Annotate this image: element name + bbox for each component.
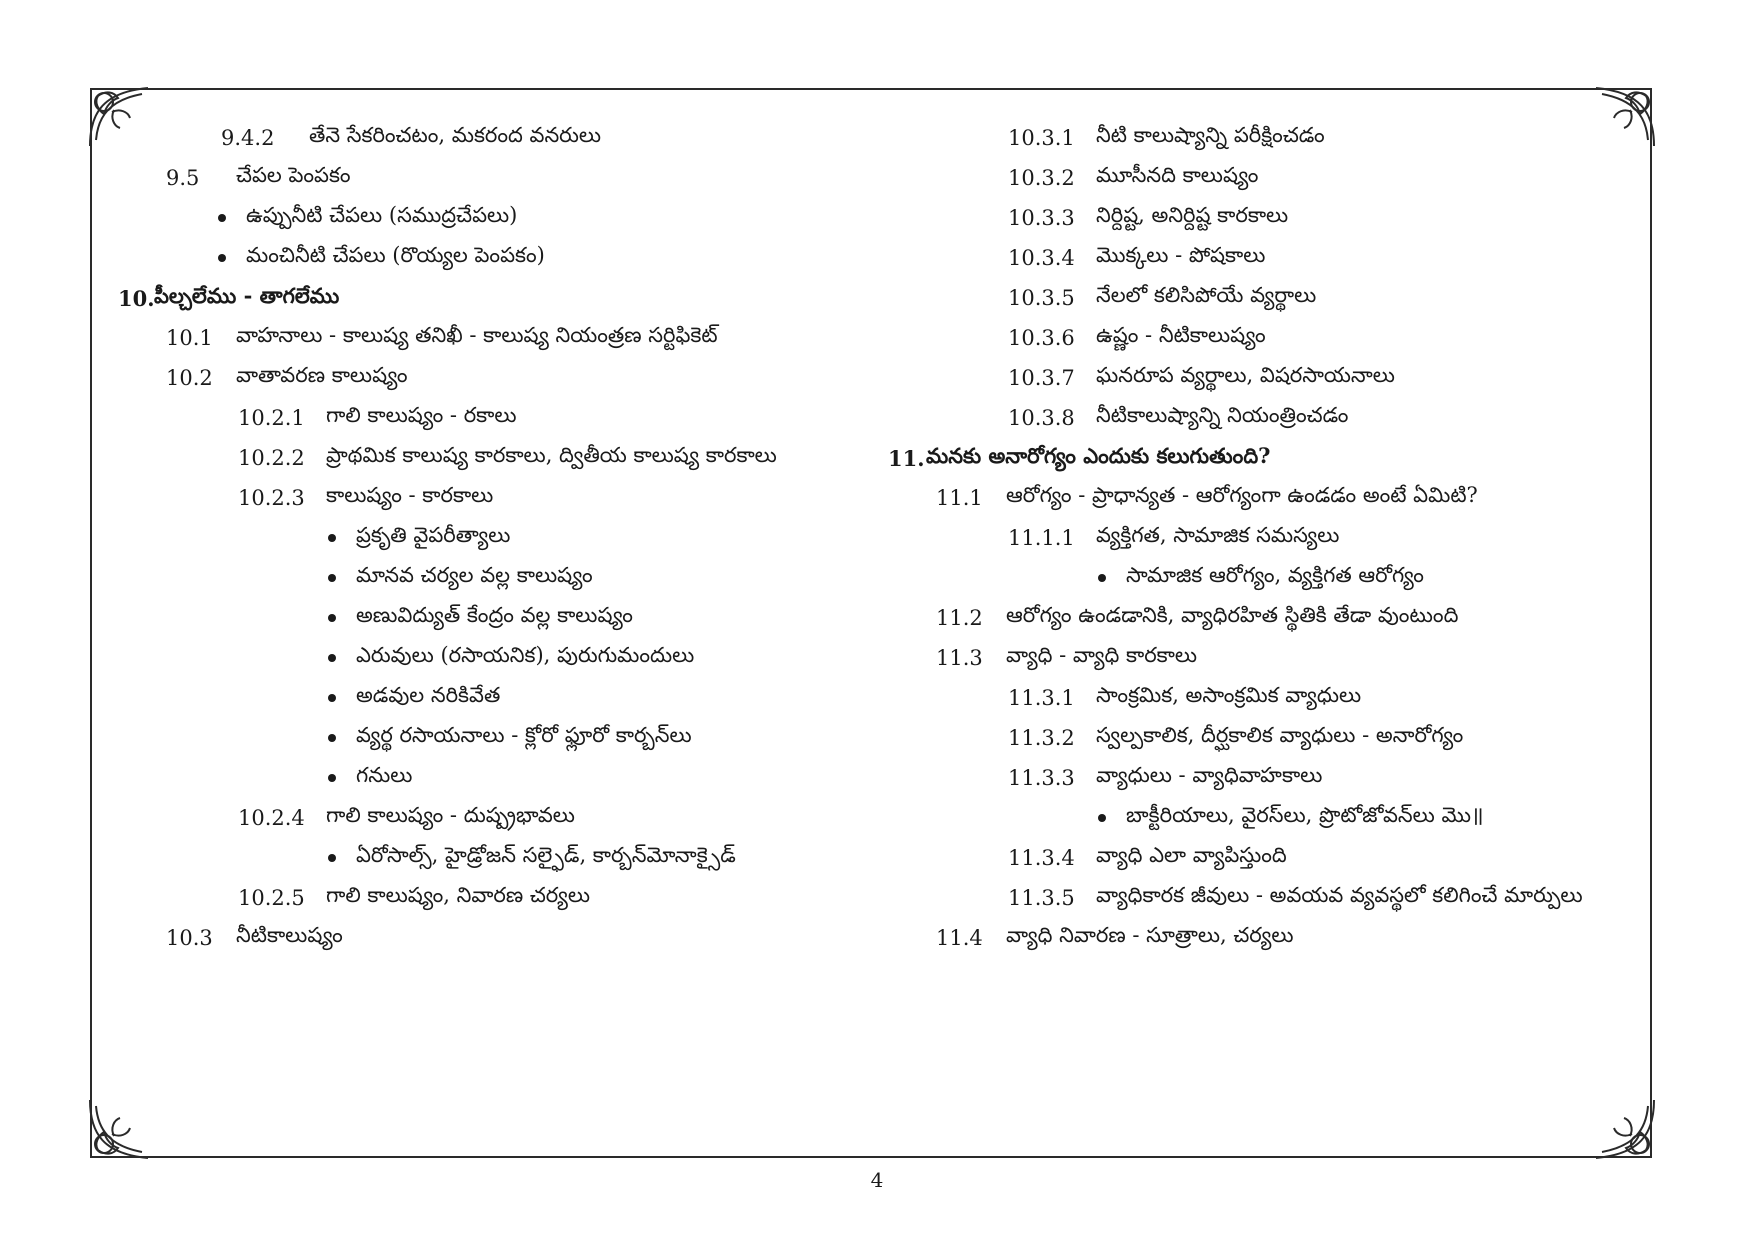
entry-number: 10.3.6: [1008, 326, 1075, 350]
entry-number: 10.3.5: [1008, 286, 1075, 310]
bullet-icon: [218, 254, 226, 262]
toc-entry: [888, 238, 1638, 278]
entry-number: 10.3: [166, 926, 213, 950]
entry-text: ప్రకృతి వైపరీత్యాలు: [356, 523, 511, 547]
entry-number: 10.2.5: [238, 886, 305, 910]
toc-entry: [118, 878, 838, 918]
toc-entry: [888, 758, 1638, 798]
entry-text: వాహనాలు - కాలుష్య తనిఖీ - కాలుష్య నియంత్రణ సర్టిఫికెట్: [236, 323, 718, 347]
entry-number: 10.2: [166, 366, 213, 390]
entry-number: 11.1: [936, 486, 983, 510]
entry-number: 11.3.4: [1008, 846, 1075, 870]
entry-number: 10.3.1: [1008, 126, 1075, 150]
entry-text: సాంక్రమిక, అసాంక్రమిక వ్యాధులు: [1096, 683, 1362, 707]
entry-number: 11.2: [936, 606, 983, 630]
toc-entry: [888, 158, 1638, 198]
entry-text: ఉప్పునీటి చేపలు (సముద్రచేపలు): [246, 203, 518, 227]
entry-number: 10.2.2: [238, 446, 305, 470]
toc-entry: [118, 798, 838, 838]
bullet-icon: [218, 214, 226, 222]
bullet-icon: [328, 694, 336, 702]
entry-number: 10.3.2: [1008, 166, 1075, 190]
toc-entry: [118, 398, 838, 438]
entry-number: 9.4.2: [221, 126, 275, 150]
entry-text: వాతావరణ కాలుష్యం: [236, 363, 408, 387]
entry-text: కాలుష్యం - కారకాలు: [326, 483, 494, 507]
entry-text: గాలి కాలుష్యం, నివారణ చర్యలు: [326, 883, 591, 907]
entry-text: గనులు: [356, 763, 413, 787]
entry-number: 10.2.3: [238, 486, 305, 510]
toc-bullet: [118, 758, 838, 798]
entry-text: ఉష్ణం - నీటికాలుష్యం: [1096, 323, 1266, 347]
toc-entry: [888, 358, 1638, 398]
bullet-icon: [328, 774, 336, 782]
entry-number: 10.3.7: [1008, 366, 1075, 390]
bullet-icon: [328, 854, 336, 862]
toc-bullet: [118, 638, 838, 678]
toc-entry: [888, 518, 1638, 558]
entry-text: గాలి కాలుష్యం - దుష్ప్రభావలు: [326, 803, 575, 827]
entry-number: 10.3.8: [1008, 406, 1075, 430]
toc-bullet: [118, 518, 838, 558]
toc-entry: [888, 878, 1638, 918]
toc-entry: [118, 478, 838, 518]
page-number: 4: [870, 1168, 884, 1192]
chapter-title: పీల్చలేము - తాగలేము: [154, 282, 340, 308]
toc-entry: [888, 598, 1638, 638]
entry-text: ఆరోగ్యం - ప్రాధాన్యత - ఆరోగ్యంగా ఉండడం అంటే ఏమిటి?: [1006, 483, 1478, 507]
toc-entry: [118, 438, 838, 478]
corner-ornament-icon: [84, 1094, 154, 1164]
bullet-icon: [328, 654, 336, 662]
toc-bullet: [118, 838, 838, 878]
entry-text: ఎరువులు (రసాయనిక), పురుగుమందులు: [356, 643, 695, 667]
toc-chapter: [118, 278, 838, 318]
entry-number: 11.3.5: [1008, 886, 1075, 910]
entry-text: మానవ చర్యల వల్ల కాలుష్యం: [356, 563, 593, 587]
entry-text: మొక్కలు - పోషకాలు: [1096, 243, 1266, 267]
entry-text: తేనె సేకరించటం, మకరంద వనరులు: [309, 123, 602, 147]
toc-entry: [118, 158, 838, 198]
toc-bullet: [888, 558, 1638, 598]
toc-left-column: [118, 118, 838, 958]
entry-number: 11.3: [936, 646, 983, 670]
entry-text: అణువిద్యుత్ కేంద్రం వల్ల కాలుష్యం: [356, 603, 633, 627]
toc-bullet: [118, 718, 838, 758]
bullet-icon: [328, 534, 336, 542]
entry-text: వ్యాధికారక జీవులు - అవయవ వ్యవస్థలో కలిగించే మార్పులు: [1096, 883, 1583, 907]
entry-text: వ్యాధులు - వ్యాధివాహకాలు: [1096, 763, 1323, 787]
entry-number: 10.3.4: [1008, 246, 1075, 270]
chapter-title: మనకు అనారోగ్యం ఎందుకు కలుగుతుంది?: [926, 442, 1271, 468]
entry-text: వ్యాధి నివారణ - సూత్రాలు, చర్యలు: [1006, 923, 1294, 947]
bullet-icon: [1098, 574, 1106, 582]
entry-text: చేపల పెంపకం: [236, 163, 351, 187]
entry-text: నీటికాలుష్యం: [236, 923, 343, 947]
toc-entry: [888, 718, 1638, 758]
bullet-icon: [1098, 814, 1106, 822]
toc-entry: [888, 118, 1638, 158]
bullet-icon: [328, 734, 336, 742]
toc-entry: [888, 638, 1638, 678]
chapter-number: 11.: [888, 445, 925, 471]
toc-bullet: [118, 198, 838, 238]
entry-text: వ్యాధి ఎలా వ్యాపిస్తుంది: [1096, 843, 1287, 867]
entry-number: 11.1.1: [1008, 526, 1075, 550]
toc-entry: [888, 398, 1638, 438]
entry-number: 10.2.4: [238, 806, 305, 830]
entry-text: ఘనరూప వ్యర్థాలు, విషరసాయనాలు: [1096, 363, 1395, 387]
toc-entry: [888, 918, 1638, 958]
toc-entry: [118, 918, 838, 958]
entry-number: 10.3.3: [1008, 206, 1075, 230]
entry-number: 10.2.1: [238, 406, 305, 430]
corner-ornament-icon: [1590, 1094, 1660, 1164]
entry-text: సామాజిక ఆరోగ్యం, వ్యక్తిగత ఆరోగ్యం: [1126, 563, 1424, 587]
toc-bullet: [118, 678, 838, 718]
entry-text: మంచినీటి చేపలు (రొయ్యల పెంపకం): [246, 243, 545, 267]
entry-text: ఏరోసాల్స్, హైడ్రోజన్ సల్ఫైడ్, కార్బన్‌మోనాక్సైడ్: [356, 843, 736, 867]
toc-entry: [888, 278, 1638, 318]
entry-text: స్వల్పకాలిక, దీర్ఘకాలిక వ్యాధులు - అనారోగ్యం: [1096, 723, 1464, 747]
entry-text: నిర్దిష్ట, అనిర్దిష్ట కారకాలు: [1096, 203, 1289, 227]
entry-text: నీటికాలుష్యాన్ని నియంత్రించడం: [1096, 403, 1349, 427]
entry-text: బాక్టీరియాలు, వైరస్‌లు, ప్రొటోజోవన్‌లు మొ॥: [1126, 803, 1484, 827]
toc-entry: [888, 478, 1638, 518]
bullet-icon: [328, 614, 336, 622]
bullet-icon: [328, 574, 336, 582]
toc-bullet: [118, 238, 838, 278]
entry-text: ఆరోగ్యం ఉండడానికి, వ్యాధిరహిత స్థితికి తేడా వుంటుంది: [1006, 603, 1459, 627]
entry-number: 11.3.3: [1008, 766, 1075, 790]
toc-chapter: [888, 438, 1638, 478]
toc-entry: [888, 318, 1638, 358]
entry-number: 10.1: [166, 326, 213, 350]
chapter-number: 10.: [118, 285, 155, 311]
toc-entry: [118, 118, 838, 158]
entry-text: నీటి కాలుష్యాన్ని పరీక్షించడం: [1096, 123, 1325, 147]
entry-text: మూసీనది కాలుష్యం: [1096, 163, 1259, 187]
entry-text: గాలి కాలుష్యం - రకాలు: [326, 403, 517, 427]
entry-text: వ్యర్థ రసాయనాలు - క్లోరో ఫ్లూరో కార్బన్‌లు: [356, 723, 692, 747]
entry-number: 11.3.1: [1008, 686, 1075, 710]
toc-bullet: [118, 558, 838, 598]
toc-entry: [118, 318, 838, 358]
entry-text: ప్రాథమిక కాలుష్య కారకాలు, ద్వితీయ కాలుష్య కారకాలు: [326, 443, 777, 467]
entry-text: నేలలో కలిసిపోయే వ్యర్థాలు: [1096, 283, 1317, 307]
entry-text: వ్యక్తిగత, సామాజిక సమస్యలు: [1096, 523, 1340, 547]
toc-entry: [888, 198, 1638, 238]
toc-entry: [118, 358, 838, 398]
toc-bullet: [118, 598, 838, 638]
entry-text: అడవుల నరికివేత: [356, 683, 501, 707]
toc-right-column: [888, 118, 1638, 958]
entry-number: 11.3.2: [1008, 726, 1075, 750]
entry-number: 9.5: [166, 166, 200, 190]
entry-text: వ్యాధి - వ్యాధి కారకాలు: [1006, 643, 1198, 667]
toc-entry: [888, 678, 1638, 718]
toc-entry: [888, 838, 1638, 878]
entry-number: 11.4: [936, 926, 983, 950]
toc-bullet: [888, 798, 1638, 838]
